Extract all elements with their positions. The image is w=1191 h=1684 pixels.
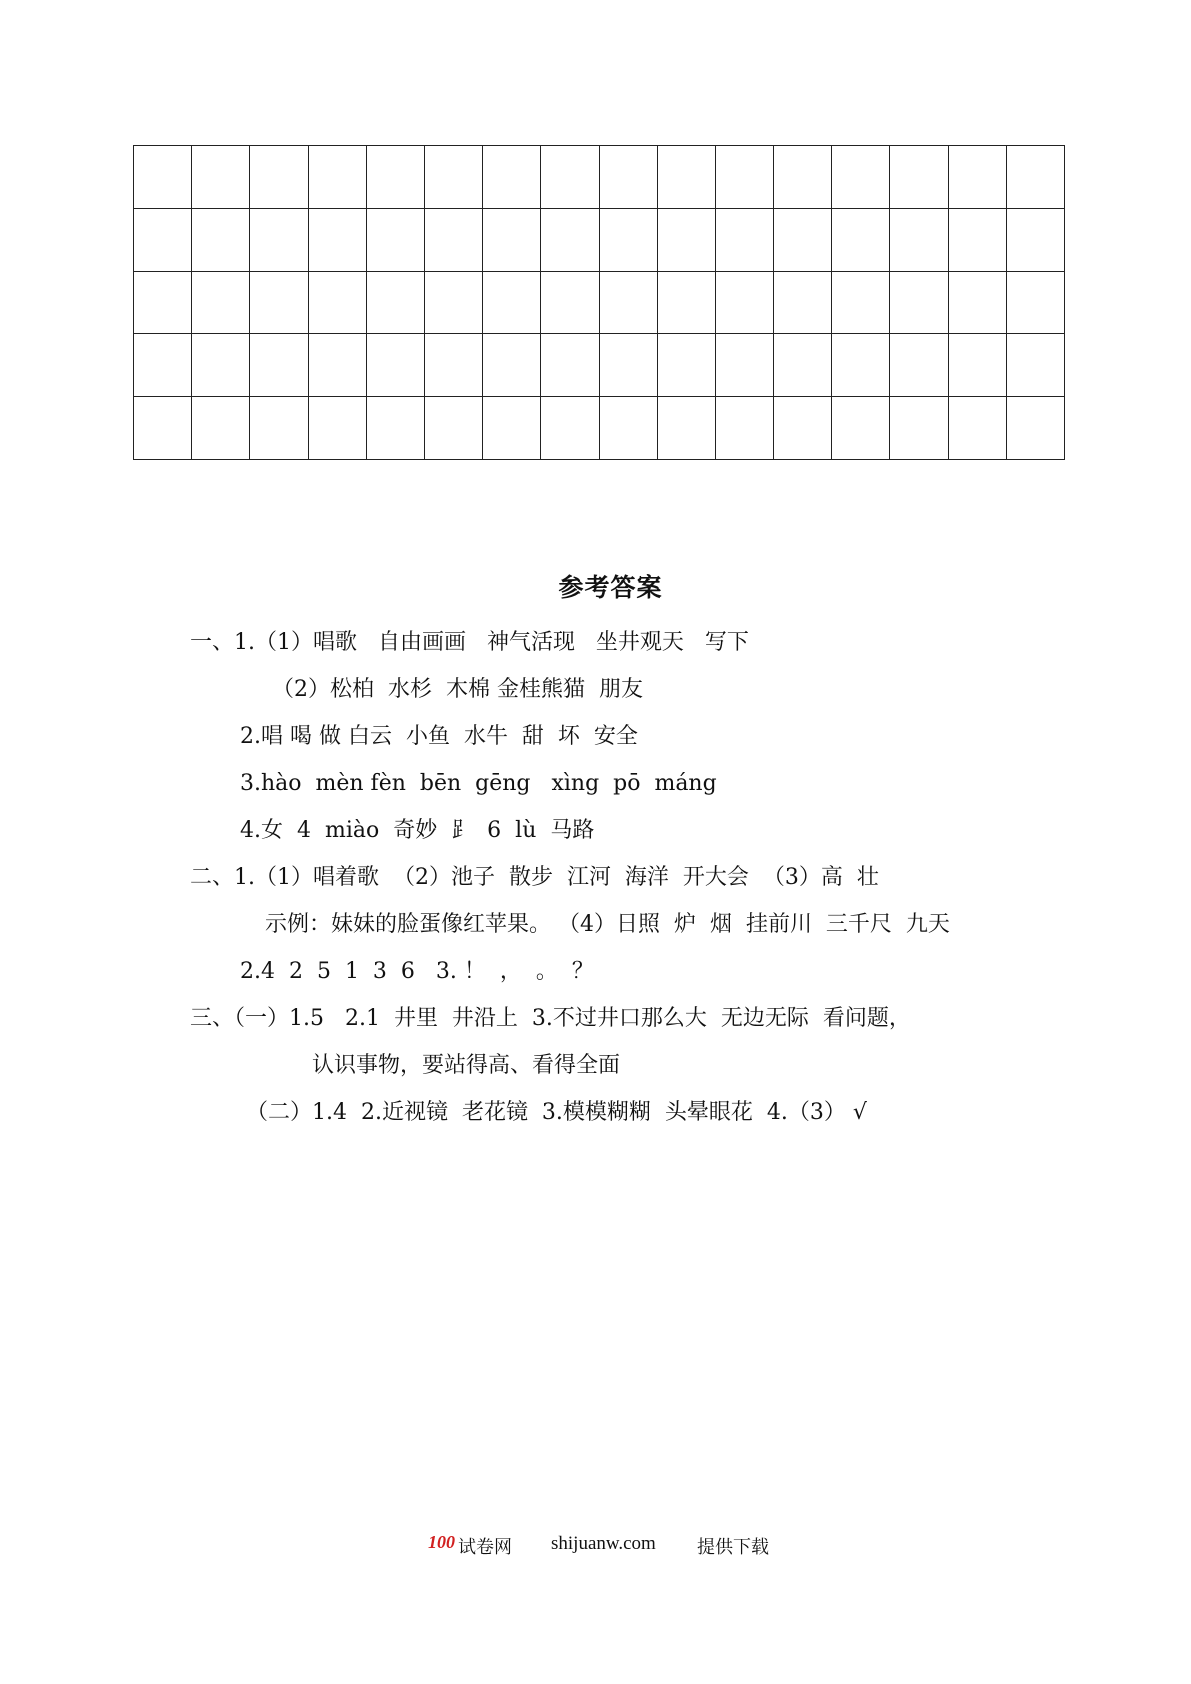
footer [0,1530,1191,1560]
answer-line-5: 4.女 4 miào 奇妙 ⻊ 6 lù 马路 [240,818,595,843]
grid-cell [541,272,599,335]
grid-cell [658,334,716,397]
site-logo: 100 [428,1532,455,1552]
answer-line-11: （二）1.4 2.近视镜 老花镜 3.模模糊糊 头晕眼花 4.（3） √ [246,1100,867,1125]
grid-cell [600,209,658,272]
grid-cell [658,397,716,460]
grid-cell [541,209,599,272]
answer-line-9: 三、（一）1.5 2.1 井里 井沿上 3.不过井口那么大 无边无际 看问题， [190,1006,911,1031]
grid-cell [483,397,541,460]
grid-cell [832,146,890,209]
answer-line-8: 2.4 2 5 1 3 6 3. ！ ， 。 ？ [240,959,594,984]
grid-cell [716,272,774,335]
grid-cell [250,209,308,272]
answer-line-4: 3.hào mèn fèn bēn gēng xìng pō máng [240,771,717,796]
grid-cell [134,209,192,272]
grid-cell [425,146,483,209]
grid-cell [309,209,367,272]
grid-cell [367,397,425,460]
answer-line-3: 2.唱 喝 做 白云 小鱼 水牛 甜 坏 安全 [240,724,638,749]
grid-cell [425,272,483,335]
writing-grid [133,145,1065,460]
grid-cell [483,209,541,272]
grid-cell [309,334,367,397]
answer-line-7: 示例：妹妹的脸蛋像红苹果。 （4）日照 炉 烟 挂前川 三千尺 九天 [265,912,950,937]
grid-cell [425,209,483,272]
grid-cell [134,146,192,209]
grid-cell [600,272,658,335]
grid-cell [134,334,192,397]
grid-cell [192,334,250,397]
grid-cell [192,397,250,460]
grid-cell [1007,334,1065,397]
grid-cell [1007,272,1065,335]
grid-cell [367,146,425,209]
grid-cell [250,272,308,335]
grid-cell [716,334,774,397]
answer-line-6: 二、1.（1）唱着歌 （2）池子 散步 江河 海洋 开大会 （3）高 壮 [190,865,879,890]
grid-cell [134,397,192,460]
site-name: 试卷网 [458,1537,512,1558]
grid-cell [832,397,890,460]
grid-cell [483,272,541,335]
grid-cell [134,272,192,335]
grid-cell [250,146,308,209]
grid-cell [774,334,832,397]
grid-cell [250,397,308,460]
download-note: 提供下载 [697,1537,769,1558]
grid-cell [658,209,716,272]
answer-line-1: 一、1.（1）唱歌 自由画画 神气活现 坐井观天 写下 [190,630,749,655]
grid-cell [890,397,948,460]
grid-cell [949,209,1007,272]
grid-cell [832,334,890,397]
grid-cell [600,334,658,397]
grid-cell [774,209,832,272]
grid-cell [425,397,483,460]
answer-line-2: （2）松柏 水杉 木棉 金桂熊猫 朋友 [272,677,643,702]
grid-cell [890,334,948,397]
grid-cell [658,272,716,335]
grid-cell [949,272,1007,335]
grid-cell [832,209,890,272]
grid-cell [541,397,599,460]
grid-cell [309,397,367,460]
grid-cell [367,209,425,272]
grid-cell [1007,209,1065,272]
grid-cell [774,272,832,335]
grid-cell [890,209,948,272]
answer-key-title: 参考答案 [558,573,663,602]
grid-cell [949,334,1007,397]
grid-cell [949,146,1007,209]
grid-cell [716,209,774,272]
grid-cell [949,397,1007,460]
grid-cell [774,146,832,209]
grid-cell [541,334,599,397]
grid-cell [192,272,250,335]
grid-cell [1007,146,1065,209]
grid-cell [541,146,599,209]
grid-cell [483,334,541,397]
grid-cell [309,272,367,335]
grid-cell [716,397,774,460]
grid-cell [890,272,948,335]
grid-cell [658,146,716,209]
grid-cell [483,146,541,209]
grid-cell [832,272,890,335]
answer-line-10: 认识事物，要站得高、看得全面 [312,1053,621,1078]
grid-cell [367,334,425,397]
grid-cell [774,397,832,460]
grid-cell [309,146,367,209]
grid-cell [600,146,658,209]
grid-cell [890,146,948,209]
grid-cell [716,146,774,209]
grid-cell [192,209,250,272]
grid-cell [425,334,483,397]
grid-cell [1007,397,1065,460]
grid-cell [367,272,425,335]
grid-cell [192,146,250,209]
grid-cell [600,397,658,460]
site-domain-link[interactable]: shijuanw.com [551,1533,656,1554]
grid-cell [250,334,308,397]
